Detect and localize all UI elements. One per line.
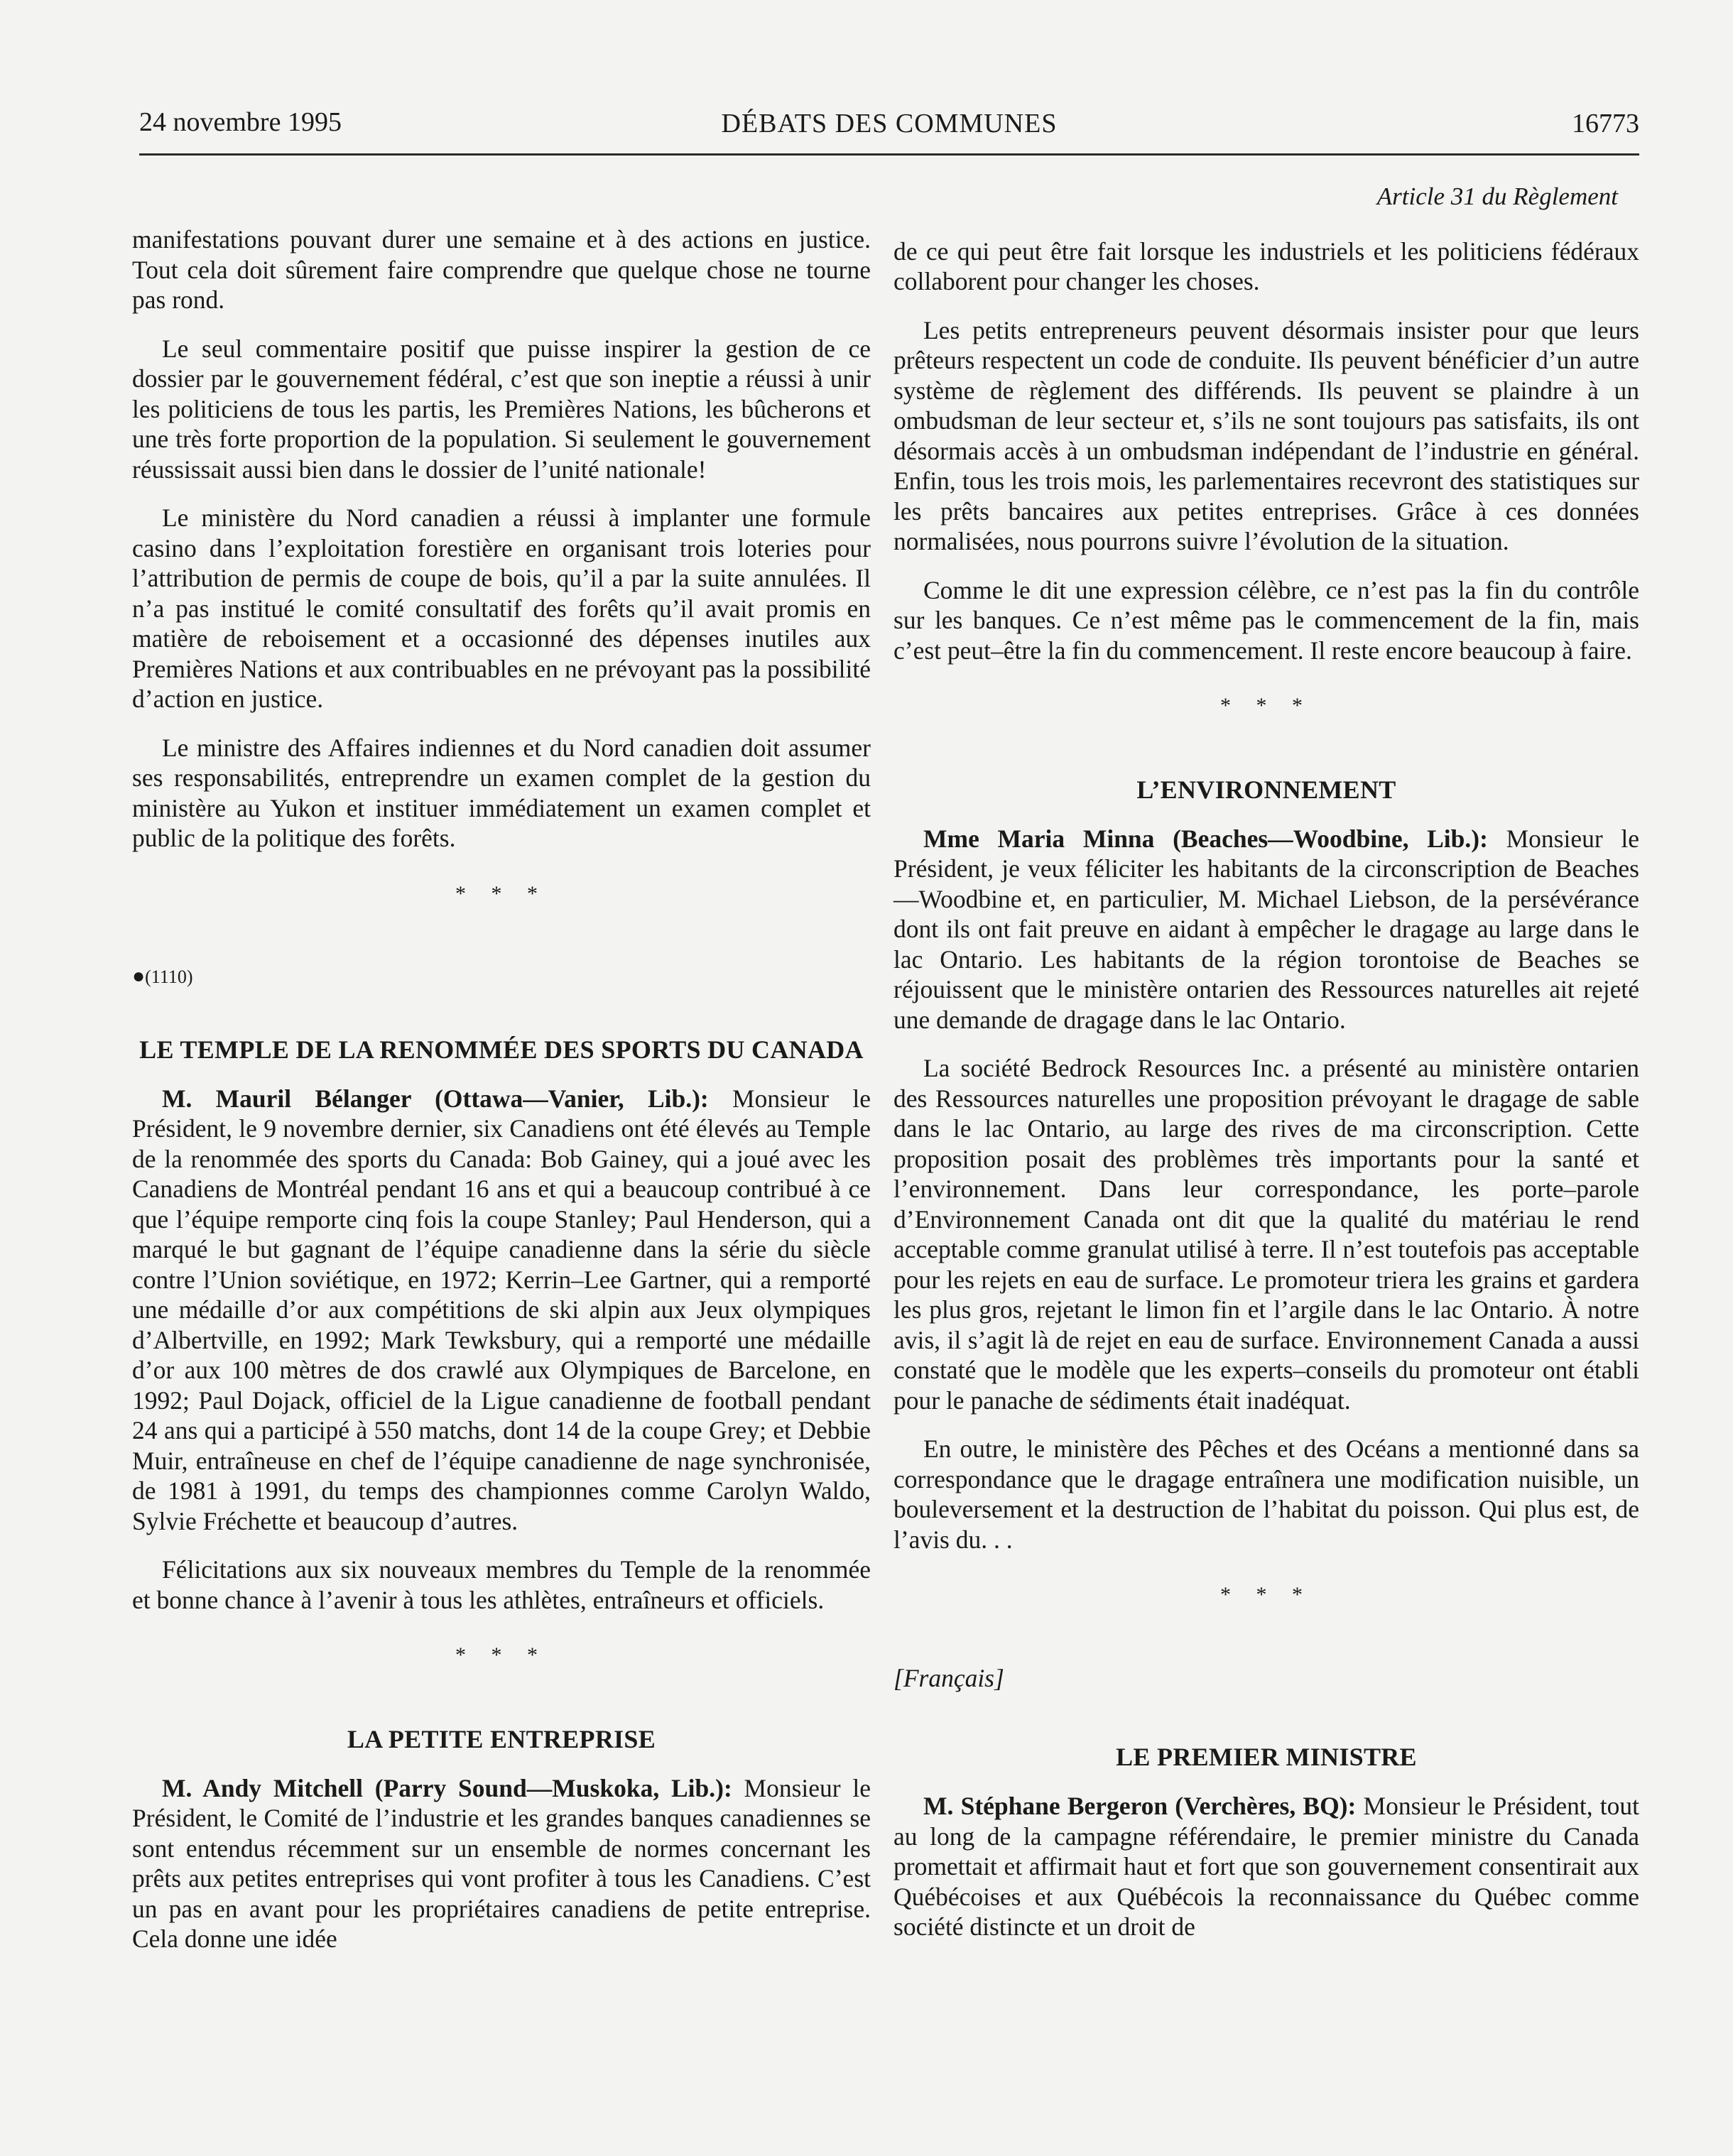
time-marker-text: (1110)	[145, 967, 193, 987]
right-column	[893, 178, 1639, 1961]
section-separator: * * *	[455, 881, 548, 905]
section-title: LE PREMIER MINISTRE	[1116, 1743, 1417, 1771]
time-marker	[132, 962, 871, 993]
paragraph: Le seul commentaire positif que puisse inspirer la gestion de ce dossier par le gouvernement fédéral, c’est que son ineptie a réussi à unir les politiciens de tous les partis, les Premières Nations, les bûcherons et une très forte proportion de la population. Si seulement le gouvernement réussissait aussi bien dans le dossier de l’unité nationale!	[132, 334, 871, 484]
paragraph: La société Bedrock Resources Inc. a présenté au ministère ontarien des Ressources naturelles une proposition prévoyant le dragage de sable dans le lac Ontario, au large des rives de ma circonscription. Cette proposition posait des problèmes très importants pour la santé et l’environnement. Dans leur correspondance, les porte–parole d’Environnement Canada ont dit que la qualité du matériau le rend acceptable comme granulat utilisé à terre. Il n’est toutefois pas acceptable pour les rejets en eau de surface. Le promoteur triera les grains et gardera les plus gros, rejetant le limon fin et l’argile dans le lac Ontario. À notre avis, il s’agit là de rejet en eau de surface. Environnement Canada a aussi constaté que le modèle que les experts–conseils du promoteur ont établi pour le panache de sédiments était inadéquat.	[893, 1054, 1639, 1415]
left-column	[132, 178, 871, 1973]
statement-text: Monsieur le Président, je veux féliciter les habitants de la circonscription de Beaches—Woodbine et, en particulier, M. Michael Liebson, de la persévérance dont ils ont fait preuve en aidant à empêcher le dragage au large dans le lac Ontario. Les habitants de la région torontoise de Beaches se réjouissent que le ministère ontarien des Ressources naturelles ait rejeté une demande de dragage dans le lac Ontario.	[893, 824, 1639, 1034]
paragraph: Le ministère du Nord canadien a réussi à implanter une formule casino dans l’exploitation forestière en organisant trois loteries pour l’attribution de permis de coupe de bois, qu’il a par la suite annulées. Il n’a pas institué le comité consultatif des forêts qu’il avait promis en matière de reboisement et a occasionné des dépenses inutiles aux Premières Nations et aux contribuables en ne prévoyant pas la possibilité d’action en justice.	[132, 503, 871, 713]
paragraph: manifestations pouvant durer une semaine et à des actions en justice. Tout cela doit sûrement faire comprendre que quelque chose ne tourne pas rond.	[132, 225, 871, 314]
statement	[132, 1773, 871, 1954]
page-header	[139, 99, 1639, 156]
paragraph: Félicitations aux six nouveaux membres du Temple de la renommée et bonne chance à l’avenir à tous les athlètes, entraîneurs et officiels.	[132, 1555, 871, 1614]
statement	[132, 1084, 871, 1537]
paragraph: Le ministre des Affaires indiennes et du Nord canadien doit assumer ses responsabilités, entreprendre un examen complet de la gestion du ministère au Yukon et instituer immédiatement un examen complet et public de la politique des forêts.	[132, 733, 871, 852]
statement-text: Monsieur le Président, le Comité de l’industrie et les grandes banques canadiennes se sont entendus récemment sur un ensemble de normes concernant les prêts aux petites entreprises qui vont profiter à tous les Canadiens. C’est un pas en avant pour les propriétaires canadiens de petite entreprise. Cela donne une idée	[132, 1773, 871, 1953]
speaker-name: M. Stéphane Bergeron (Verchères, BQ):	[923, 1792, 1357, 1820]
section-title: L’ENVIRONNEMENT	[1136, 775, 1396, 804]
statement	[893, 824, 1639, 1035]
section-title: LE TEMPLE DE LA RENOMMÉE DES SPORTS DU CANADA	[139, 1035, 864, 1064]
header-title: DÉBATS DES COMMUNES	[721, 109, 1058, 138]
header-date: 24 novembre 1995	[139, 107, 342, 137]
paragraph: Les petits entrepreneurs peuvent désormais insister pour que leurs prêteurs respectent un code de conduite. Ils peuvent bénéficier d’un autre système de règlement des différends. Ils peuvent se plaindre à un ombudsman de leur secteur et, s’ils ne sont toujours pas satisfaits, ils ont désormais accès à un ombudsman indépendant de l’industrie en général. Enfin, tous les trois mois, les parlementaires recevront des statistiques sur les prêts bancaires aux petites entreprises. Grâce à ces données normalisées, nous pourrons suivre l’évolution de la situation.	[893, 315, 1639, 555]
paragraph: En outre, le ministère des Pêches et des Océans a mentionné dans sa correspondance que le dragage entraînera une modification nuisible, un bouleversement et la destruction de l’habitat du poisson. Qui plus est, de l’avis du. . .	[893, 1434, 1639, 1554]
speaker-name: M. Andy Mitchell (Parry Sound—Muskoka, Lib.):	[162, 1773, 732, 1802]
statement-text: Monsieur le Président, tout au long de la campagne référendaire, le premier ministre du Canada promettait et affirmait haut et fort que son gouvernement consentirait aux Québécoises et aux Québécois la reconnaissance du Québec comme société distincte et un droit de	[893, 1792, 1639, 1941]
speaker-name: Mme Maria Minna (Beaches—Woodbine, Lib.):	[923, 824, 1488, 853]
section-title: LA PETITE ENTREPRISE	[347, 1724, 656, 1753]
statement	[893, 1791, 1639, 1942]
language-marker: [Français]	[893, 1663, 1004, 1692]
section-separator: * * *	[455, 1643, 548, 1667]
rubric: Article 31 du Règlement	[1376, 183, 1618, 210]
paragraph: de ce qui peut être fait lorsque les industriels et les politiciens fédéraux collaborent pour changer les choses.	[893, 236, 1639, 295]
section-separator: * * *	[1220, 694, 1313, 717]
speaker-name: M. Mauril Bélanger (Ottawa—Vanier, Lib.):	[162, 1084, 709, 1113]
section-separator: * * *	[1220, 1583, 1313, 1606]
header-page-number: 16773	[1572, 109, 1639, 138]
bullet-icon: ●	[132, 964, 146, 988]
paragraph: Comme le dit une expression célèbre, ce n’est pas la fin du contrôle sur les banques. Ce n’est même pas le commencement de la fin, mais c’est peut–être la fin du commencement. Il reste encore beaucoup à faire.	[893, 575, 1639, 665]
statement-text: Monsieur le Président, le 9 novembre dernier, six Canadiens ont été élevés au Temple de la renommée des sports du Canada: Bob Gainey, qui a joué avec les Canadiens de Montréal pendant 16 ans et qui a beaucoup contribué à ce que l’équipe remporte cinq fois la coupe Stanley; Paul Henderson, qui a marqué le but gagnant de l’équipe canadienne dans la série du siècle contre l’Union soviétique, en 1972; Kerrin–Lee Gartner, qui a remporté une médaille d’or aux compétitions de ski alpin aux Jeux olympiques d’Albertville, en 1992; Mark Tewksbury, qui a remporté une médaille d’or aux 100 mètres de dos crawlé aux Olympiques de Barcelone, en 1992; Paul Dojack, officiel de la Ligue canadienne de football pendant 24 ans qui a participé à 550 matchs, dont 14 de la coupe Grey; et Debbie Muir, entraîneuse en chef de l’équipe canadienne de nage synchronisée, de 1981 à 1991, du temps des championnes comme Carolyn Waldo, Sylvie Fréchette et beaucoup d’autres.	[132, 1084, 871, 1535]
